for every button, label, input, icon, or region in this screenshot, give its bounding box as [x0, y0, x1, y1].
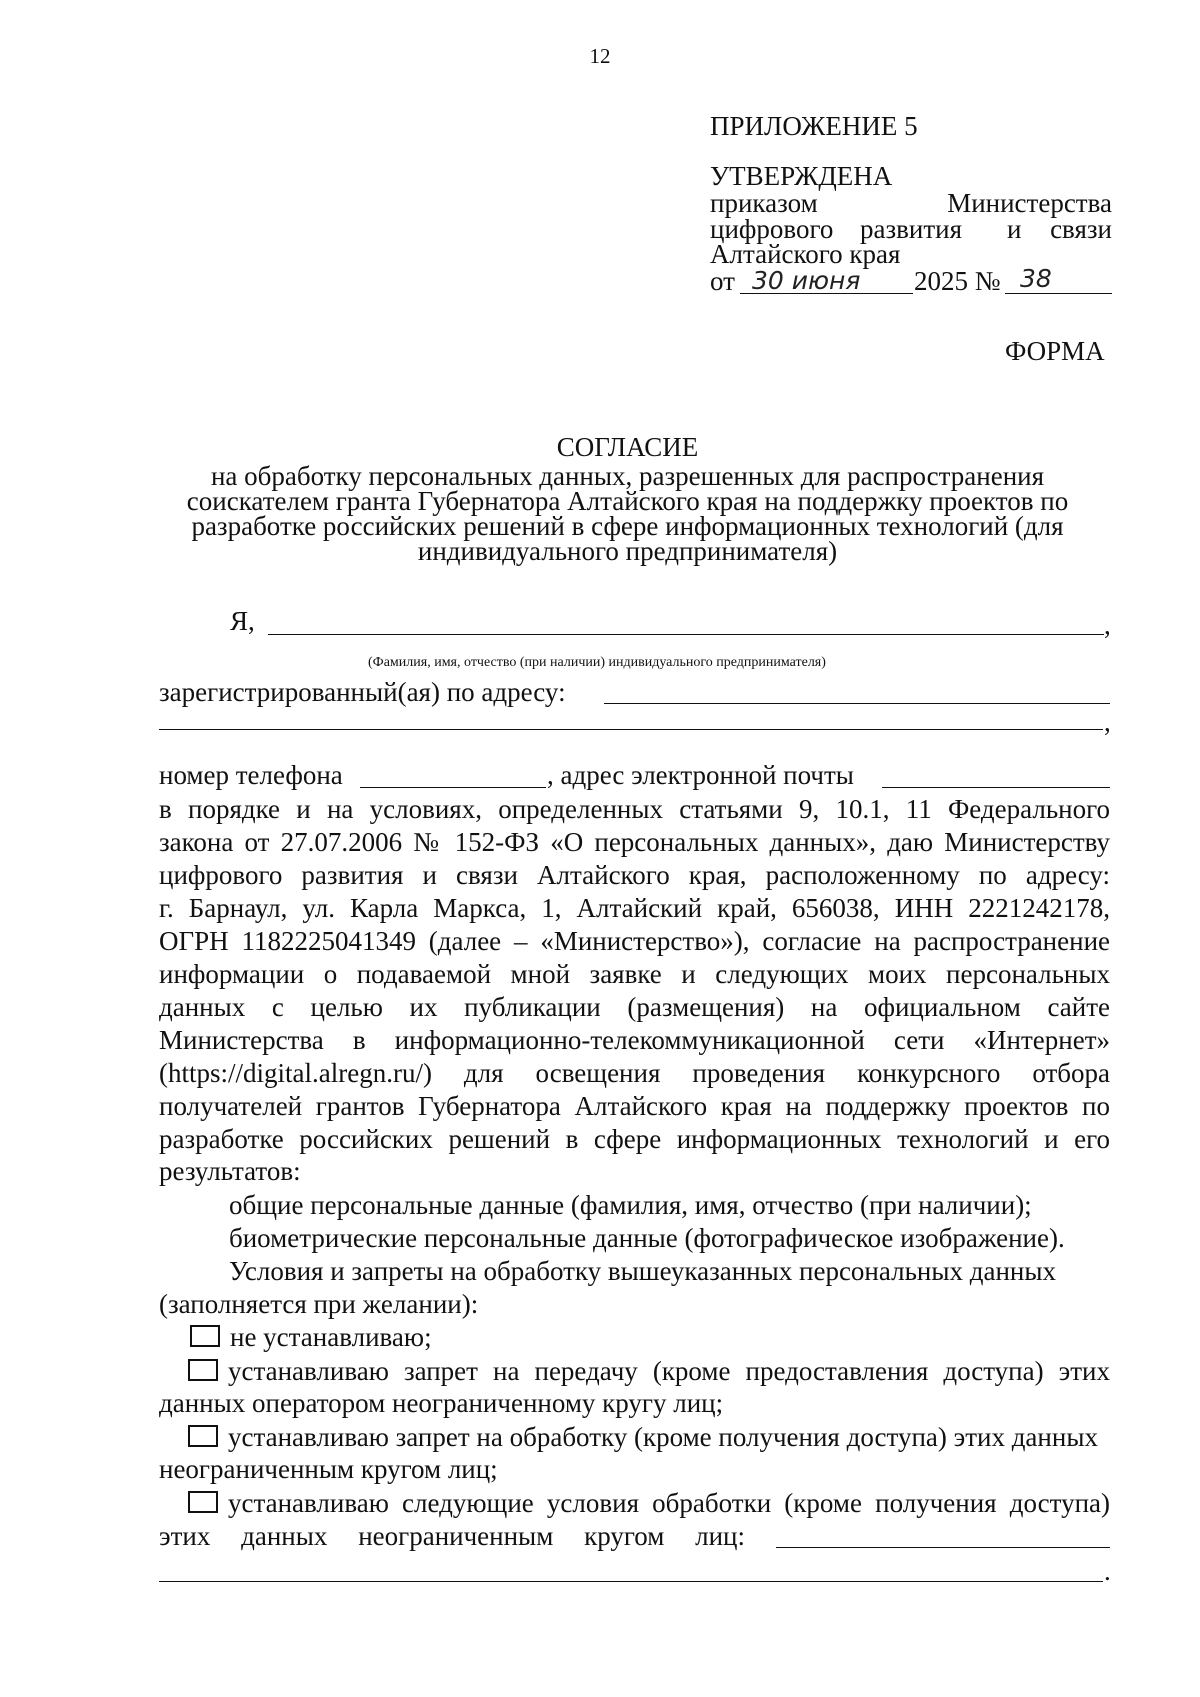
number-underline: [1005, 293, 1112, 294]
option-label-cont: неограниченным кругом лиц;: [159, 1454, 498, 1484]
body-line: информации о подаваемой мной заявке и следующих моих персональных: [159, 959, 1110, 989]
body-line: разработке российских решений в сфере информационных технологий и его: [159, 1124, 1110, 1154]
email-input-line[interactable]: [882, 787, 1110, 788]
body-line: цифрового развития и связи Алтайского края, расположенному по адресу:: [159, 860, 1110, 890]
address-input-line-2[interactable]: [159, 729, 1103, 730]
address-input-line[interactable]: [604, 703, 1110, 704]
option-transfer-ban[interactable]: [188, 1355, 1110, 1388]
page-number: 12: [589, 44, 611, 68]
option-label: устанавливаю запрет на передачу (кроме предоставления доступа) этих: [228, 1356, 1110, 1386]
option-label: устанавливаю запрет на обработку (кроме получения доступа) этих данных: [228, 1422, 1098, 1452]
final-period: .: [1104, 1556, 1111, 1586]
document-subtitle: разработке российских решений в сфере информационных технологий (для: [191, 511, 1064, 541]
checkbox[interactable]: [188, 1359, 218, 1381]
body-line: ОГРН 1182225041349 (далее – «Министерство»), согласие на распространение: [159, 926, 1110, 956]
option-conditions[interactable]: [188, 1487, 1110, 1520]
requisites-ministry-word: Министерства: [947, 188, 1112, 218]
checkbox[interactable]: [188, 1491, 218, 1513]
data-item-general: общие персональные данные (фамилия, имя, отчество (при наличии);: [229, 1190, 1032, 1220]
approved-label: УТВЕРЖДЕНА: [710, 161, 893, 191]
handwritten-number: 38: [1020, 264, 1052, 293]
phone-input-line[interactable]: [360, 787, 546, 788]
requisites-line-3: Алтайского края: [710, 239, 901, 269]
address-label: зарегистрированный(ая) по адресу:: [159, 677, 566, 707]
option-label: не устанавливаю;: [230, 1322, 432, 1352]
conditions-heading: Условия и запреты на обработку вышеуказанных персональных данных: [229, 1256, 1056, 1286]
requisites-word: и: [1007, 214, 1022, 244]
email-label: , адрес электронной почты: [547, 760, 854, 790]
document-subtitle: соискателем гранта Губернатора Алтайского края на поддержку проектов по: [186, 486, 1069, 516]
body-line: Министерства в информационно-телекоммуникационной сети «Интернет»: [159, 1025, 1110, 1055]
requisites-word: связи: [1050, 214, 1112, 244]
body-line-last: результатов:: [159, 1156, 301, 1186]
phone-label: номер телефона: [159, 760, 343, 790]
checkbox[interactable]: [188, 1425, 218, 1447]
body-line: закона от 27.07.2006 № 152-ФЗ «О персональных данных», даю Министерству: [159, 827, 1110, 857]
document-title: СОГЛАСИЕ: [556, 432, 699, 462]
body-line: г. Барнаул, ул. Карла Маркса, 1, Алтайский край, 656038, ИНН 2221242178,: [159, 893, 1110, 923]
requisites-order-word: приказом: [710, 188, 818, 218]
requisites-word: цифрового: [710, 214, 834, 244]
conditions-note: (заполняется при желании):: [159, 1289, 479, 1319]
appendix-label: ПРИЛОЖЕНИЕ 5: [710, 111, 918, 141]
form-label: ФОРМА: [1005, 336, 1105, 366]
option-processing-ban[interactable]: [188, 1421, 1118, 1454]
option-no-conditions[interactable]: [190, 1322, 432, 1353]
conditions-input-line-2[interactable]: [159, 1581, 1103, 1582]
document-subtitle: индивидуального предпринимателя): [417, 536, 838, 566]
requisites-word: развития: [860, 214, 963, 244]
option-label-cont: этих данных неограниченным кругом лиц:: [159, 1521, 745, 1551]
year-number-label: 2025 №: [914, 266, 1001, 296]
handwritten-date: 30 июня: [752, 266, 861, 295]
option-label-cont: данных оператором неограниченному кругу лиц;: [159, 1388, 724, 1418]
name-input-line[interactable]: [268, 634, 1104, 635]
address-comma: ,: [1104, 707, 1111, 737]
data-item-biometric: биометрические персональные данные (фотографическое изображение).: [229, 1223, 1065, 1253]
checkbox[interactable]: [190, 1325, 220, 1347]
date-prefix: от: [710, 266, 735, 296]
name-caption: (Фамилия, имя, отчество (при наличии) индивидуального предпринимателя): [368, 655, 826, 670]
document-subtitle: на обработку персональных данных, разрешенных для распространения: [210, 461, 1045, 491]
body-line: (https://digital.alregn.ru/) для освещения проведения конкурсного отбора: [159, 1058, 1110, 1088]
body-line: получателей грантов Губернатора Алтайского края на поддержку проектов по: [159, 1091, 1110, 1121]
body-line: в порядке и на условиях, определенных статьями 9, 10.1, 11 Федерального: [159, 794, 1110, 824]
requisites-line-1: [710, 190, 1112, 217]
conditions-input-line[interactable]: [776, 1547, 1110, 1548]
ya-label: Я,: [230, 606, 255, 636]
body-line: данных с целью их публикации (размещения) на официальном сайте: [159, 992, 1110, 1022]
name-comma: ,: [1104, 610, 1111, 640]
option-label: устанавливаю следующие условия обработки (кроме получения доступа): [228, 1488, 1110, 1518]
